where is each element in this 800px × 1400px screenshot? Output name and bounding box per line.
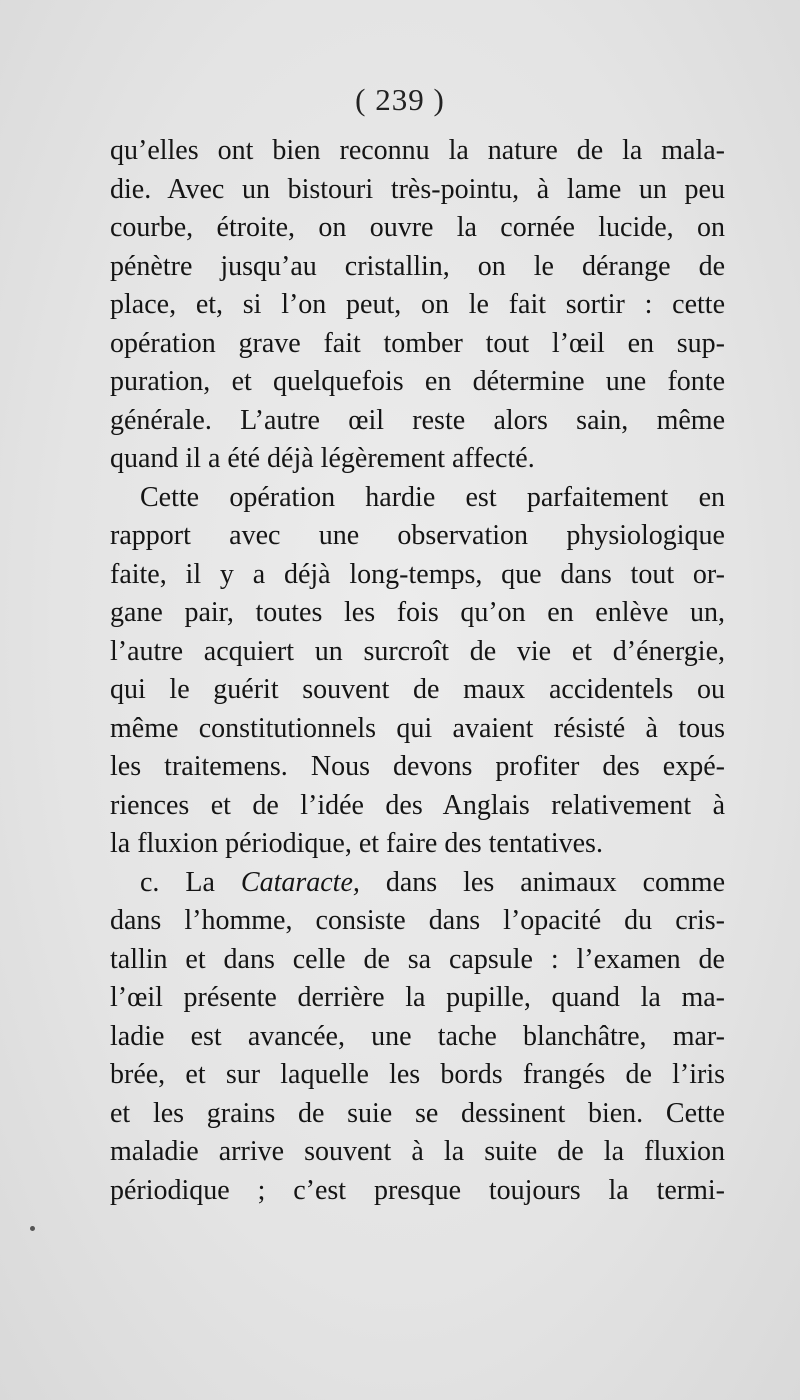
text-line: tallin et dans celle de sa capsule : l’examen de bbox=[110, 943, 725, 975]
text-line: ladie est avancée, une tache blanchâtre, mar- bbox=[110, 1020, 725, 1052]
text-line: l’œil présente derrière la pupille, quand la ma- bbox=[110, 982, 725, 1013]
text-line: quand il a été déjà légèrement affecté. bbox=[110, 443, 535, 474]
text-line: périodique ; c’est presque toujours la termi- bbox=[110, 1174, 725, 1206]
page-number: ( 239 ) bbox=[355, 82, 445, 117]
text-line: qu’elles ont bien reconnu la nature de la mala- bbox=[110, 135, 725, 166]
text-line: la fluxion périodique, et faire des tentatives. bbox=[110, 828, 603, 859]
term-italic: Cataracte, bbox=[240, 866, 360, 898]
text-line: et les grains de suie se dessinent bien. Cette bbox=[110, 1097, 725, 1129]
text-line: générale. L’autre œil reste alors sain, même bbox=[110, 404, 725, 436]
text-line: opération grave fait tomber tout l’œil en sup- bbox=[110, 327, 725, 359]
text-line: maladie arrive souvent à la suite de la fluxion bbox=[110, 1136, 725, 1167]
text-line: même constitutionnels qui avaient résisté à tous bbox=[110, 712, 725, 744]
text-line: die. Avec un bistouri très-pointu, à lame un peu bbox=[110, 173, 725, 205]
margin-mark bbox=[30, 1226, 35, 1231]
text-line bbox=[110, 864, 725, 903]
text-line: pénètre jusqu’au cristallin, on le dérange de bbox=[110, 250, 725, 282]
text-line: dans l’homme, consiste dans l’opacité du cris- bbox=[110, 905, 725, 936]
text-fragment: dans les animaux comme bbox=[385, 866, 725, 898]
body-text bbox=[110, 132, 725, 1210]
text-line: riences et de l’idée des Anglais relativement à bbox=[110, 789, 725, 821]
text-line: faite, il y a déjà long-temps, que dans tout or- bbox=[110, 558, 725, 590]
text-line: puration, et quelquefois en détermine une fonte bbox=[110, 366, 725, 397]
text-line: qui le guérit souvent de maux accidentels ou bbox=[110, 674, 725, 705]
text-line: gane pair, toutes les fois qu’on en enlève un, bbox=[110, 597, 725, 628]
text-line: courbe, étroite, on ouvre la cornée lucide, on bbox=[110, 212, 725, 243]
text-line: place, et, si l’on peut, on le fait sortir : cette bbox=[110, 289, 725, 320]
text-line: les traitemens. Nous devons profiter des expé- bbox=[110, 751, 725, 782]
text-line: brée, et sur laquelle les bords frangés de l’iris bbox=[110, 1059, 725, 1090]
text-line: l’autre acquiert un surcroît de vie et d’énergie, bbox=[110, 635, 725, 667]
section-marker: c. La bbox=[140, 866, 215, 898]
text-line: Cette opération hardie est parfaitement en bbox=[140, 481, 725, 513]
text-line: rapport avec une observation physiologique bbox=[110, 520, 725, 551]
